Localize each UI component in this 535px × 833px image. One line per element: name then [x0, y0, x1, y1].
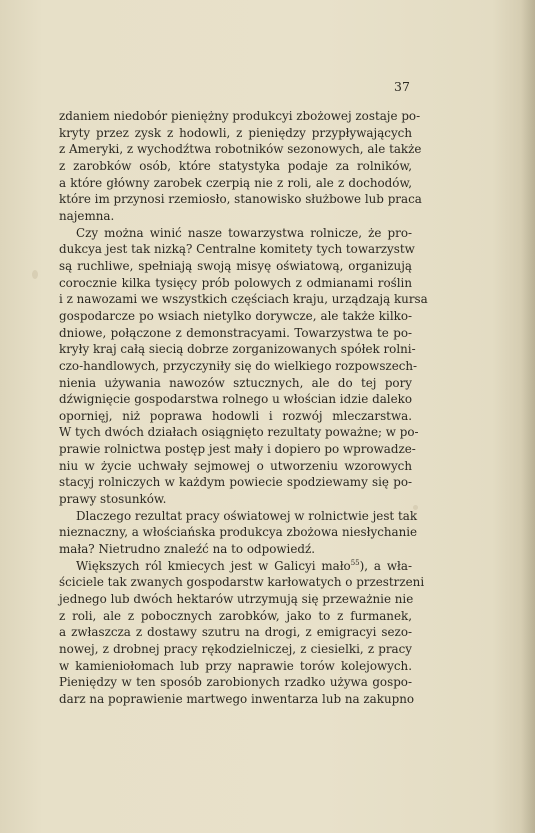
text-line: opornięj, niż poprawa hodowli i rozwój mleczarstwa. — [59, 408, 412, 423]
text-line: i z nawozami we wszystkich częściach kraju, urządzają kursa — [59, 292, 428, 307]
text-line: stacyj rolniczych w każdym powiecie spodziewamy się po- — [59, 475, 412, 490]
text-line: kryły kraj całą siecią dobrze zorganizowanych spółek rolni- — [59, 342, 416, 357]
text-line: Dlaczego rezultat pracy oświatowej w rolnictwie jest tak — [76, 508, 418, 523]
text-line: gospodarcze po wsiach nietylko dorywcze, ale także kilko- — [59, 308, 412, 323]
text-line: Czy można winić nasze towarzystwa rolnicze, że pro- — [76, 225, 412, 240]
text-line: które im przynosi rzemiosło, stanowisko służbowe lub praca — [59, 192, 422, 207]
text-line: dźwignięcie gospodarstwa rolnego u włościan idzie daleko — [59, 392, 413, 407]
text-line: ściciele tak zwanych gospodarstw karłowatych o przestrzeni — [59, 575, 425, 590]
page-number: 37 — [394, 79, 410, 94]
paragraph — [59, 108, 422, 225]
text-line: prawie rolnictwa postęp jest mały i dopiero po wprowadze- — [59, 442, 416, 457]
text-line: nieznaczny, a włościańska produkcya zbożowa niesłychanie — [59, 525, 418, 540]
text-line: są ruchliwe, spełniają swoją misyę oświatową, organizują — [59, 258, 412, 273]
text-line: corocznie kilka tysięcy prób polowych z odmianami roślin — [59, 275, 412, 290]
text-line: kryty przez zysk z hodowli, z pieniędzy przypływających — [59, 125, 412, 140]
text-line: najemna. — [59, 208, 115, 223]
text-line: a zwłaszcza z dostawy szutru na drogi, z emigracyi sezo- — [59, 625, 412, 640]
text-line: a które główny zarobek czerpią nie z roli, ale z dochodów, — [59, 175, 412, 190]
text-line: jednego lub dwóch hektarów utrzymują się przeważnie nie — [59, 592, 414, 607]
text-line: W tych dwóch działach osiągnięto rezultaty poważne; w po- — [59, 425, 419, 440]
text-line: nowej, z drobnej pracy rękodzielniczej, z ciesielki, z pracy — [59, 642, 412, 656]
text-line: w kamieniołomach lub przy naprawie torów kolejowych. — [59, 658, 412, 673]
paragraph — [59, 508, 418, 558]
text-line: z Ameryki, z wychodźtwa robotników sezonowych, ale także — [59, 142, 422, 157]
paper-stain — [32, 270, 38, 279]
text-line: nienia używania nawozów sztucznych, ale do tej pory — [59, 375, 412, 390]
body-text — [59, 108, 428, 708]
text-line: Większych ról kmiecych jest w Galicyi mało$^{55}$), a wła- — [76, 558, 412, 573]
text-line: prawy stosunków. — [59, 492, 167, 507]
text-line: zdaniem niedobór pieniężny produkcyi zbożowej zostaje po- — [59, 109, 421, 123]
text-line: dukcya jest tak nizką? Centralne komitety tych towarzystw — [59, 242, 415, 257]
text-line: niu w życie uchwały sejmowej o utworzeniu wzorowych — [59, 458, 412, 473]
footnote-reference: 55 — [350, 558, 360, 567]
paragraph — [59, 558, 425, 708]
text-line: darz na poprawienie martwego inwentarza lub na zakupno — [59, 691, 415, 706]
text-line: z zarobków osób, które statystyka podaje za rolników, — [59, 158, 412, 173]
text-line: mała? Nietrudno znaleźć na to odpowiedź. — [59, 542, 316, 557]
text-line: dniowe, połączone z demonstracyami. Towarzystwa te po- — [59, 325, 412, 340]
text-line: z roli, ale z pobocznych zarobków, jako to z furmanek, — [59, 608, 412, 623]
text-line: Pieniędzy w ten sposób zarobionych rzadko używa gospo- — [59, 675, 412, 690]
paragraph — [59, 225, 428, 508]
text-line: czo-handlowych, przyczyniły się do wielkiego rozpowszech- — [59, 358, 418, 373]
